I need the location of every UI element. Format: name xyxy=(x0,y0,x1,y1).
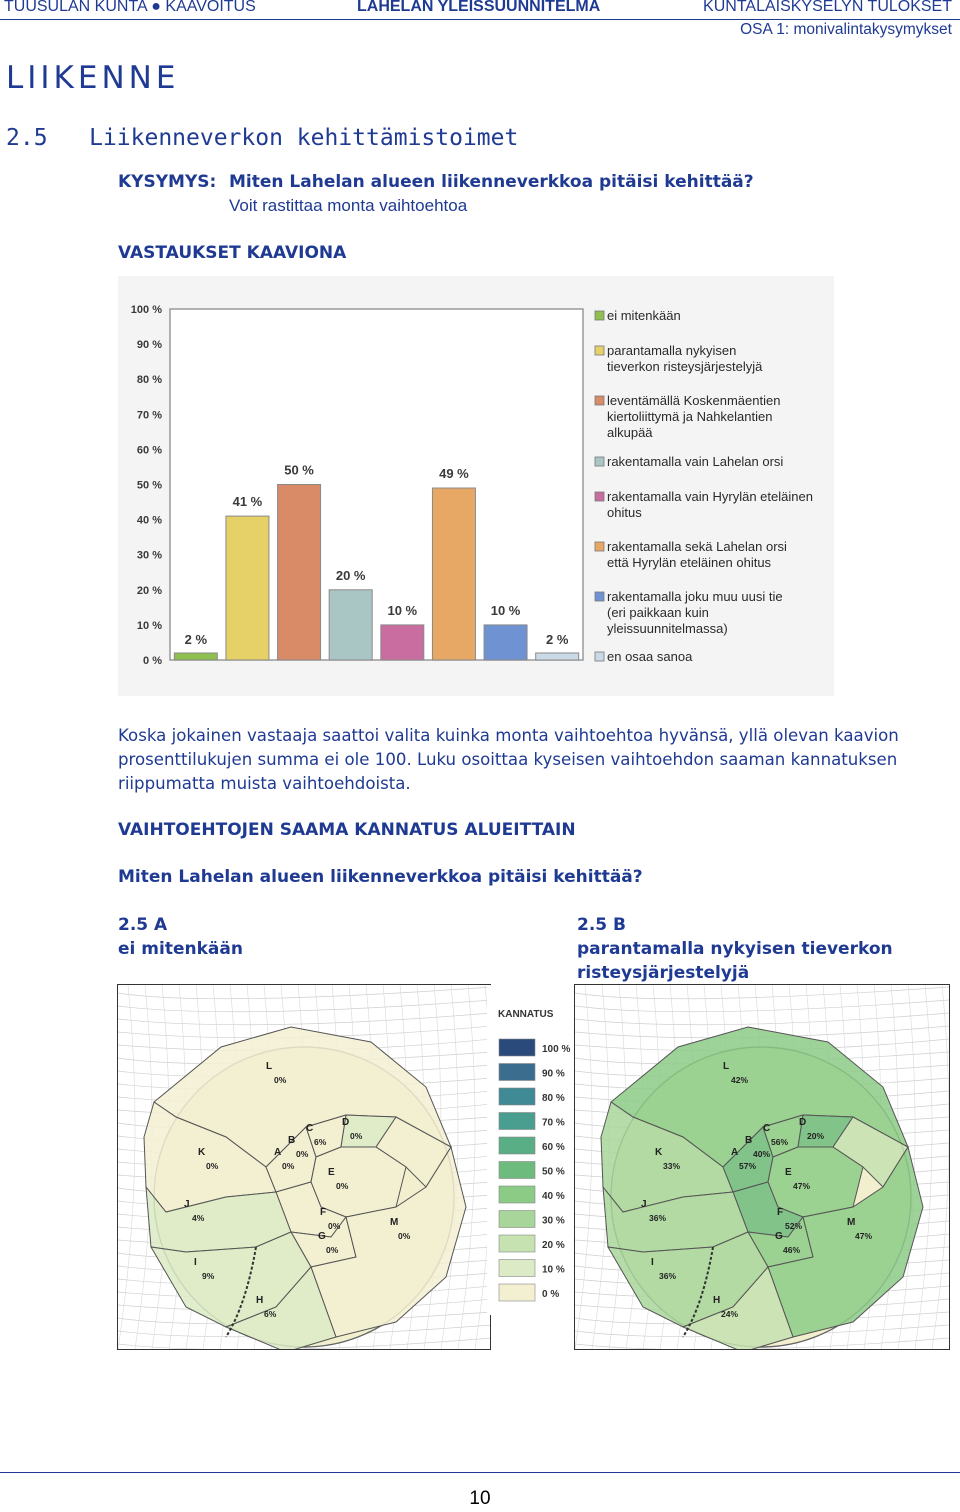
district-id-label: I xyxy=(194,1257,197,1268)
district-id-label: F xyxy=(320,1207,327,1218)
district-id-label: K xyxy=(655,1147,663,1158)
legend-level-label: 80 % xyxy=(542,1093,565,1104)
bar-value-label: 10 % xyxy=(387,602,418,618)
legend-level-label: 60 % xyxy=(542,1142,565,1153)
bar-value-label: 50 % xyxy=(284,462,314,478)
district-id-label: C xyxy=(763,1123,771,1134)
district-value-label: 52% xyxy=(785,1221,803,1231)
bar xyxy=(484,625,527,660)
legend-color-swatch xyxy=(499,1186,535,1203)
legend-level-label: 20 % xyxy=(542,1240,565,1251)
legend-label: että Hyrylän eteläinen ohitus xyxy=(607,555,772,570)
legend-label: parantamalla nykyisen xyxy=(607,343,737,358)
answers-heading: VASTAUKSET KAAVIONA xyxy=(118,243,347,263)
bar xyxy=(381,625,424,660)
district-value-label: 40% xyxy=(753,1149,771,1159)
legend-swatch xyxy=(595,457,604,466)
y-tick-label: 70 % xyxy=(136,409,162,422)
district-id-label: M xyxy=(390,1217,399,1228)
legend-label: tieverkon risteysjärjestelyjä xyxy=(607,359,763,374)
map-a-title: ei mitenkään xyxy=(118,939,243,959)
y-tick-label: 100 % xyxy=(130,304,162,316)
district-value-label: 0% xyxy=(328,1221,341,1231)
district-id-label: B xyxy=(745,1135,753,1146)
district-id-label: M xyxy=(847,1217,856,1228)
bar-value-label: 2 % xyxy=(184,632,208,647)
legend-label: ohitus xyxy=(607,505,642,520)
district-value-label: 20% xyxy=(807,1131,825,1141)
legend-color-swatch xyxy=(499,1235,535,1252)
y-tick-label: 80 % xyxy=(136,374,162,387)
bar-value-label: 2 % xyxy=(545,632,569,647)
district-id-label: A xyxy=(731,1147,739,1158)
bar-value-label: 49 % xyxy=(439,466,469,482)
district-value-label: 36% xyxy=(659,1271,677,1281)
legend-level-label: 100 % xyxy=(542,1044,571,1055)
map-a xyxy=(118,985,490,1349)
header-center: LAHELAN YLEISSUUNNITELMA xyxy=(357,0,601,15)
map-legend xyxy=(487,985,573,1315)
district-value-label: 24% xyxy=(721,1309,739,1319)
map-a-code: 2.5 A xyxy=(118,915,168,935)
district-value-label: 47% xyxy=(793,1181,811,1191)
header-sub: OSA 1: monivalintakysymykset xyxy=(740,21,952,38)
district-value-label: 0% xyxy=(350,1131,363,1141)
bar xyxy=(226,516,269,660)
section-title: LIIKENNE xyxy=(6,60,180,96)
legend-label: rakentamalla vain Hyrylän eteläinen xyxy=(607,489,813,504)
legend-label: rakentamalla vain Lahelan orsi xyxy=(607,454,784,469)
bar xyxy=(432,488,475,660)
district-id-label: J xyxy=(641,1199,647,1210)
district-value-label: 9% xyxy=(202,1271,215,1281)
district-value-label: 6% xyxy=(264,1309,277,1319)
legend-level-label: 30 % xyxy=(542,1215,565,1227)
map-a-panel xyxy=(117,984,491,1350)
legend-label: (eri paikkaan kuin xyxy=(607,605,709,620)
legend-swatch xyxy=(595,311,604,320)
legend-label: kiertoliittymä ja Nahkelantien xyxy=(607,409,773,424)
bar-chart xyxy=(118,276,834,696)
subsection-title: 2.5 Liikenneverkon kehittämistoimet xyxy=(6,125,519,151)
legend-color-swatch xyxy=(499,1039,535,1056)
question-text: Miten Lahelan alueen liikenneverkkoa pitäisi kehittää? xyxy=(229,172,754,192)
legend-label: leventämällä Koskenmäentien xyxy=(607,393,781,408)
legend-swatch xyxy=(595,592,604,601)
legend-level-label: 0 % xyxy=(542,1289,560,1300)
page-number: 10 xyxy=(469,1488,491,1509)
footer-rule xyxy=(0,1472,960,1473)
y-tick-label: 40 % xyxy=(136,514,162,527)
legend-level-label: 90 % xyxy=(542,1068,565,1080)
district-value-label: 0% xyxy=(398,1231,411,1241)
legend-swatch xyxy=(595,652,604,661)
y-tick-label: 50 % xyxy=(136,479,162,492)
district-value-label: 42% xyxy=(731,1075,749,1085)
district-value-label: 0% xyxy=(296,1149,309,1159)
y-tick-label: 30 % xyxy=(136,549,162,562)
district-id-label: F xyxy=(777,1207,784,1218)
support-heading: VAIHTOEHTOJEN SAAMA KANNATUS ALUEITTAIN xyxy=(118,820,576,840)
legend-swatch xyxy=(595,396,604,405)
explanation-text: Koska jokainen vastaaja saattoi valita kuinka monta vaihtoehtoa hyvänsä, yllä olevan kaavion prosenttilukujen summa ei ole 100. Luku osoittaa kyseisen vaihtoehdon saaman kannatuksen riippumatta muista vaihtoehdoista. xyxy=(118,726,899,793)
district-id-label: C xyxy=(306,1123,314,1134)
district-value-label: 0% xyxy=(206,1161,219,1171)
bar xyxy=(536,653,579,660)
district-value-label: 46% xyxy=(783,1245,801,1255)
district-id-label: J xyxy=(184,1199,190,1210)
legend-swatch xyxy=(595,346,604,355)
map-b-code: 2.5 B xyxy=(577,915,626,935)
district-value-label: 0% xyxy=(336,1181,349,1191)
header-left: TUUSULAN KUNTA ● KAAVOITUS xyxy=(4,0,256,15)
district-id-label: H xyxy=(713,1295,721,1306)
legend-label: en osaa sanoa xyxy=(607,649,693,664)
legend-level-label: 50 % xyxy=(542,1166,565,1178)
district-id-label: E xyxy=(785,1167,792,1178)
district-id-label: E xyxy=(328,1167,335,1178)
legend-color-swatch xyxy=(499,1088,535,1105)
header-right: KUNTALAISKYSELYN TULOKSET xyxy=(703,0,952,15)
district-value-label: 0% xyxy=(274,1075,287,1085)
district-value-label: 47% xyxy=(855,1231,873,1241)
y-tick-label: 90 % xyxy=(136,339,162,352)
district-id-label: D xyxy=(799,1117,807,1128)
header-rule xyxy=(0,19,960,20)
y-tick-label: 20 % xyxy=(136,584,162,597)
y-tick-label: 10 % xyxy=(136,619,162,632)
district-id-label: K xyxy=(198,1147,206,1158)
map-b-title: parantamalla nykyisen tieverkon risteysjärjestelyjä xyxy=(577,939,893,983)
legend-label: rakentamalla sekä Lahelan orsi xyxy=(607,539,787,554)
district-value-label: 33% xyxy=(663,1161,681,1171)
legend-color-swatch xyxy=(499,1113,535,1130)
y-tick-label: 0 % xyxy=(143,655,162,667)
district-id-label: G xyxy=(318,1231,326,1242)
map-b-panel xyxy=(574,984,950,1350)
support-question: Miten Lahelan alueen liikenneverkkoa pitäisi kehittää? xyxy=(118,867,643,887)
map-a-heading xyxy=(118,913,243,961)
legend-level-label: 70 % xyxy=(542,1117,565,1129)
legend-level-label: 10 % xyxy=(542,1264,565,1276)
legend-label: alkupää xyxy=(607,425,653,440)
question-note: Voit rastittaa monta vaihtoehtoa xyxy=(229,196,468,215)
map-b-heading xyxy=(577,913,937,985)
legend-color-swatch xyxy=(499,1162,535,1179)
map-b xyxy=(575,985,949,1349)
legend-color-swatch xyxy=(499,1260,535,1277)
district-value-label: 0% xyxy=(326,1245,339,1255)
bar-chart-panel xyxy=(118,276,834,696)
district-id-label: A xyxy=(274,1147,282,1158)
legend-swatch xyxy=(595,492,604,501)
bar-value-label: 10 % xyxy=(490,602,521,618)
y-tick-label: 60 % xyxy=(136,444,162,457)
district-id-label: L xyxy=(266,1061,273,1072)
district-value-label: 56% xyxy=(771,1137,789,1147)
legend-label: rakentamalla joku muu uusi tie xyxy=(607,589,783,604)
district-value-label: 0% xyxy=(282,1161,295,1171)
bar-value-label: 41 % xyxy=(232,494,263,510)
district-id-label: D xyxy=(342,1117,350,1128)
bar xyxy=(329,590,372,660)
question-label: KYSYMYS: xyxy=(118,172,217,192)
district-value-label: 57% xyxy=(739,1161,757,1171)
legend-level-label: 40 % xyxy=(542,1191,565,1202)
legend-color-swatch xyxy=(499,1211,535,1228)
legend-label: yleissuunnitelmassa) xyxy=(607,621,728,636)
district-id-label: H xyxy=(256,1295,264,1306)
bar xyxy=(174,653,217,660)
bar xyxy=(278,485,321,661)
district-id-label: I xyxy=(651,1257,654,1268)
bar-value-label: 20 % xyxy=(335,567,366,583)
district-id-label: B xyxy=(288,1135,296,1146)
district-id-label: L xyxy=(723,1061,730,1072)
legend-swatch xyxy=(595,542,604,551)
district-value-label: 4% xyxy=(192,1213,205,1223)
legend-color-swatch xyxy=(499,1284,535,1301)
district-id-label: G xyxy=(775,1231,783,1242)
district-value-label: 36% xyxy=(649,1213,667,1223)
map-legend-title: KANNATUS xyxy=(498,1009,554,1020)
legend-color-swatch xyxy=(499,1137,535,1154)
legend-label: ei mitenkään xyxy=(607,308,681,323)
legend-color-swatch xyxy=(499,1064,535,1081)
district-value-label: 6% xyxy=(314,1137,327,1147)
